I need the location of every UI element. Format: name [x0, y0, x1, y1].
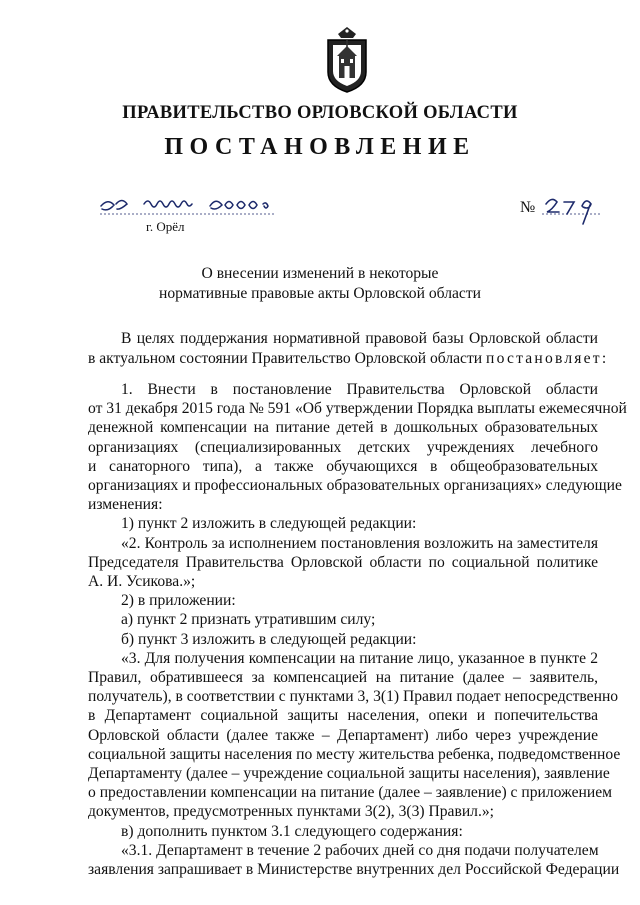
body-line: а) пункт 2 признать утратившим силу;: [121, 611, 376, 629]
body-line: документов, предусмотренных пунктами 3(2), 3(3) Правил.»;: [88, 803, 494, 821]
body-line: изменения:: [88, 496, 163, 514]
body-line: Департаменту (далее – учреждение социальной защиты населения), заявление: [88, 765, 610, 783]
body-line: организациях и профессиональных образовательных организациях» следующие: [88, 477, 622, 495]
body-line: А. И. Усикова.»;: [88, 573, 196, 591]
body-line: социальной защиты населения по месту жительства ребенка, подведомственное: [88, 745, 621, 763]
body-line: «3. Для получения компенсации на питание лицо, указанное в пункте 2: [121, 649, 598, 667]
body-line: 1) пункт 2 изложить в следующей редакции:: [121, 515, 417, 533]
subject-line: О внесении изменений в некоторые: [201, 265, 439, 282]
body-line: организациях (специализированных детских учреждениях лечебного: [88, 438, 598, 456]
body-line: б) пункт 3 изложить в следующей редакции:: [121, 630, 417, 648]
body-line: денежной компенсации на питание детей в дошкольных образовательных: [88, 419, 598, 437]
body-line: и санаторного типа), а также обучающихся в общеобразовательных: [88, 457, 598, 475]
body-line: о предоставлении компенсации на питание (далее – заявление) с приложением: [88, 784, 613, 802]
body-line: заявления запрашивает в Министерстве внутренних дел Российской Федерации: [88, 861, 620, 879]
body-line: «2. Контроль за исполнением постановления возложить на заместителя: [121, 534, 598, 552]
document-type-title: ПОСТАНОВЛЕНИЕ: [164, 134, 476, 160]
body-line: Орловской области (далее также – Департамент) либо через учреждение: [88, 726, 598, 744]
preamble-text: в актуальном состоянии Правительство Орловской области: [88, 350, 483, 367]
body-line: в Департамент социальной защиты населения, опеки и попечительства: [88, 707, 598, 725]
city-label: г. Орёл: [146, 219, 185, 234]
subject-line: нормативные правовые акты Орловской области: [159, 284, 481, 302]
body-line: Правил, обратившееся за компенсацией на питание (далее – заявитель,: [88, 669, 598, 687]
handwritten-number: [540, 190, 602, 232]
preamble-line: [88, 349, 609, 369]
preamble-line: В целях поддержания нормативной правовой базы Орловской области: [121, 330, 598, 347]
decides-word: постановляет:: [486, 350, 609, 367]
body-line: Председателя Правительства Орловской области по социальной политике: [88, 553, 598, 571]
body-line: от 31 декабря 2015 года № 591 «Об утверждении Порядка выплаты ежемесячной: [88, 400, 627, 418]
document-body: [88, 380, 627, 879]
document-subject: [0, 264, 640, 303]
number-label: №: [520, 199, 536, 216]
body-line: «3.1. Департамент в течение 2 рабочих дней со дня подачи получателем: [121, 841, 599, 859]
government-title: ПРАВИТЕЛЬСТВО ОРЛОВСКОЙ ОБЛАСТИ: [122, 103, 518, 123]
body-line: 2) в приложении:: [121, 592, 236, 610]
body-line: в) дополнить пунктом 3.1 следующего содержания:: [121, 822, 463, 840]
body-line: 1. Внести в постановление Правительства Орловской области: [121, 381, 598, 398]
body-line: получатель), в соответствии с пунктами 3, 3(1) Правил подает непосредственно: [88, 688, 619, 706]
coat-of-arms-icon: [324, 26, 370, 94]
handwritten-date: [98, 192, 283, 226]
preamble: [88, 329, 609, 369]
